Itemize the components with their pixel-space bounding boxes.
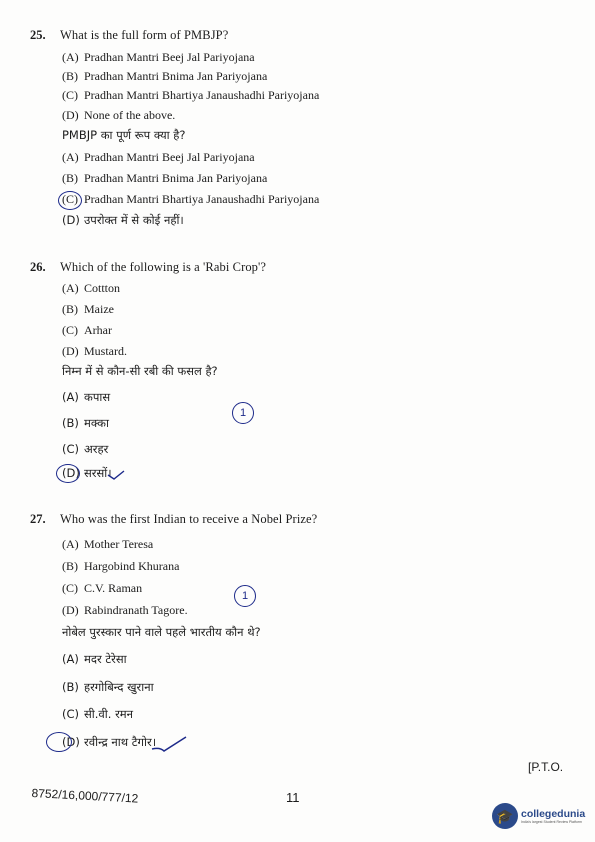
q27-option-c-hindi: (C) सी.वी. रमन (62, 707, 134, 721)
q27-question-hindi: नोबेल पुरस्कार पाने वाले पहले भारतीय कौन थे? (62, 625, 261, 639)
question-number: 27. (30, 512, 46, 526)
question-26 (30, 260, 266, 275)
tick-mark (150, 735, 190, 755)
score-mark: 1 (232, 402, 254, 424)
answer-circle (58, 191, 82, 210)
q26-option-b: (B) Maize (62, 302, 114, 316)
q27-option-d: (D) Rabindranath Tagore. (62, 603, 188, 617)
q27-option-d-hindi: (D) रवीन्द्र नाथ टैगोर। (62, 735, 157, 749)
question-number: 25. (30, 28, 46, 42)
question-text: What is the full form of PMBJP? (60, 28, 229, 42)
question-text: Who was the first Indian to receive a Nobel Prize? (60, 512, 318, 526)
graduate-cap-icon: 🎓 (492, 803, 518, 829)
q26-option-d: (D) Mustard. (62, 344, 127, 358)
logo-name: collegedunia (521, 808, 586, 820)
q25-option-d: (D) None of the above. (62, 108, 176, 122)
question-27 (30, 512, 317, 527)
q27-option-c: (C) C.V. Raman (62, 581, 143, 595)
q25-option-b: (B) Pradhan Mantri Bnima Jan Pariyojana (62, 69, 268, 83)
tick-mark (106, 465, 126, 483)
q26-option-a-hindi: (A) कपास (62, 390, 111, 404)
q25-question-hindi: PMBJP का पूर्ण रूप क्या है? (62, 128, 186, 142)
q26-option-b-hindi: (B) मक्का (62, 416, 109, 430)
question-text: Which of the following is a 'Rabi Crop'? (60, 260, 267, 274)
q26-option-a: (A) Cottton (62, 281, 121, 295)
question-number: 26. (30, 260, 46, 274)
q27-option-a-hindi: (A) मदर टेरेसा (62, 652, 127, 666)
q26-question-hindi: निम्न में से कौन-सी रबी की फसल है? (62, 364, 218, 378)
page-number: 11 (286, 790, 300, 805)
q25-option-c-hindi: (C) Pradhan Mantri Bhartiya Janaushadhi Pariyojana (62, 192, 320, 206)
q25-option-b-hindi: (B) Pradhan Mantri Bnima Jan Pariyojana (62, 171, 268, 185)
q26-option-d-hindi: (D) सरसों। (62, 466, 112, 480)
answer-circle (46, 732, 72, 752)
q25-option-d-hindi: (D) उपरोक्त में से कोई नहीं। (62, 213, 184, 227)
collegedunia-logo (492, 798, 590, 834)
q26-option-c-hindi: (C) अरहर (62, 442, 109, 456)
question-25 (30, 28, 228, 43)
q27-option-b: (B) Hargobind Khurana (62, 559, 180, 573)
answer-circle (56, 464, 80, 483)
score-mark: 1 (234, 585, 256, 607)
q25-option-c: (C) Pradhan Mantri Bhartiya Janaushadhi Pariyojana (62, 88, 320, 102)
q27-option-a: (A) Mother Teresa (62, 537, 154, 551)
q26-option-c: (C) Arhar (62, 323, 112, 337)
pto-label: [P.T.O. (528, 760, 564, 774)
logo-tagline: India's largest Student Review Platform (521, 820, 582, 824)
q25-option-a: (A) Pradhan Mantri Beej Jal Pariyojana (62, 50, 255, 64)
logo-text (521, 808, 585, 824)
paper-code: 8752/16,000/777/12 (31, 786, 139, 806)
q25-option-a-hindi: (A) Pradhan Mantri Beej Jal Pariyojana (62, 150, 255, 164)
q27-option-b-hindi: (B) हरगोबिन्द खुराना (62, 680, 154, 694)
